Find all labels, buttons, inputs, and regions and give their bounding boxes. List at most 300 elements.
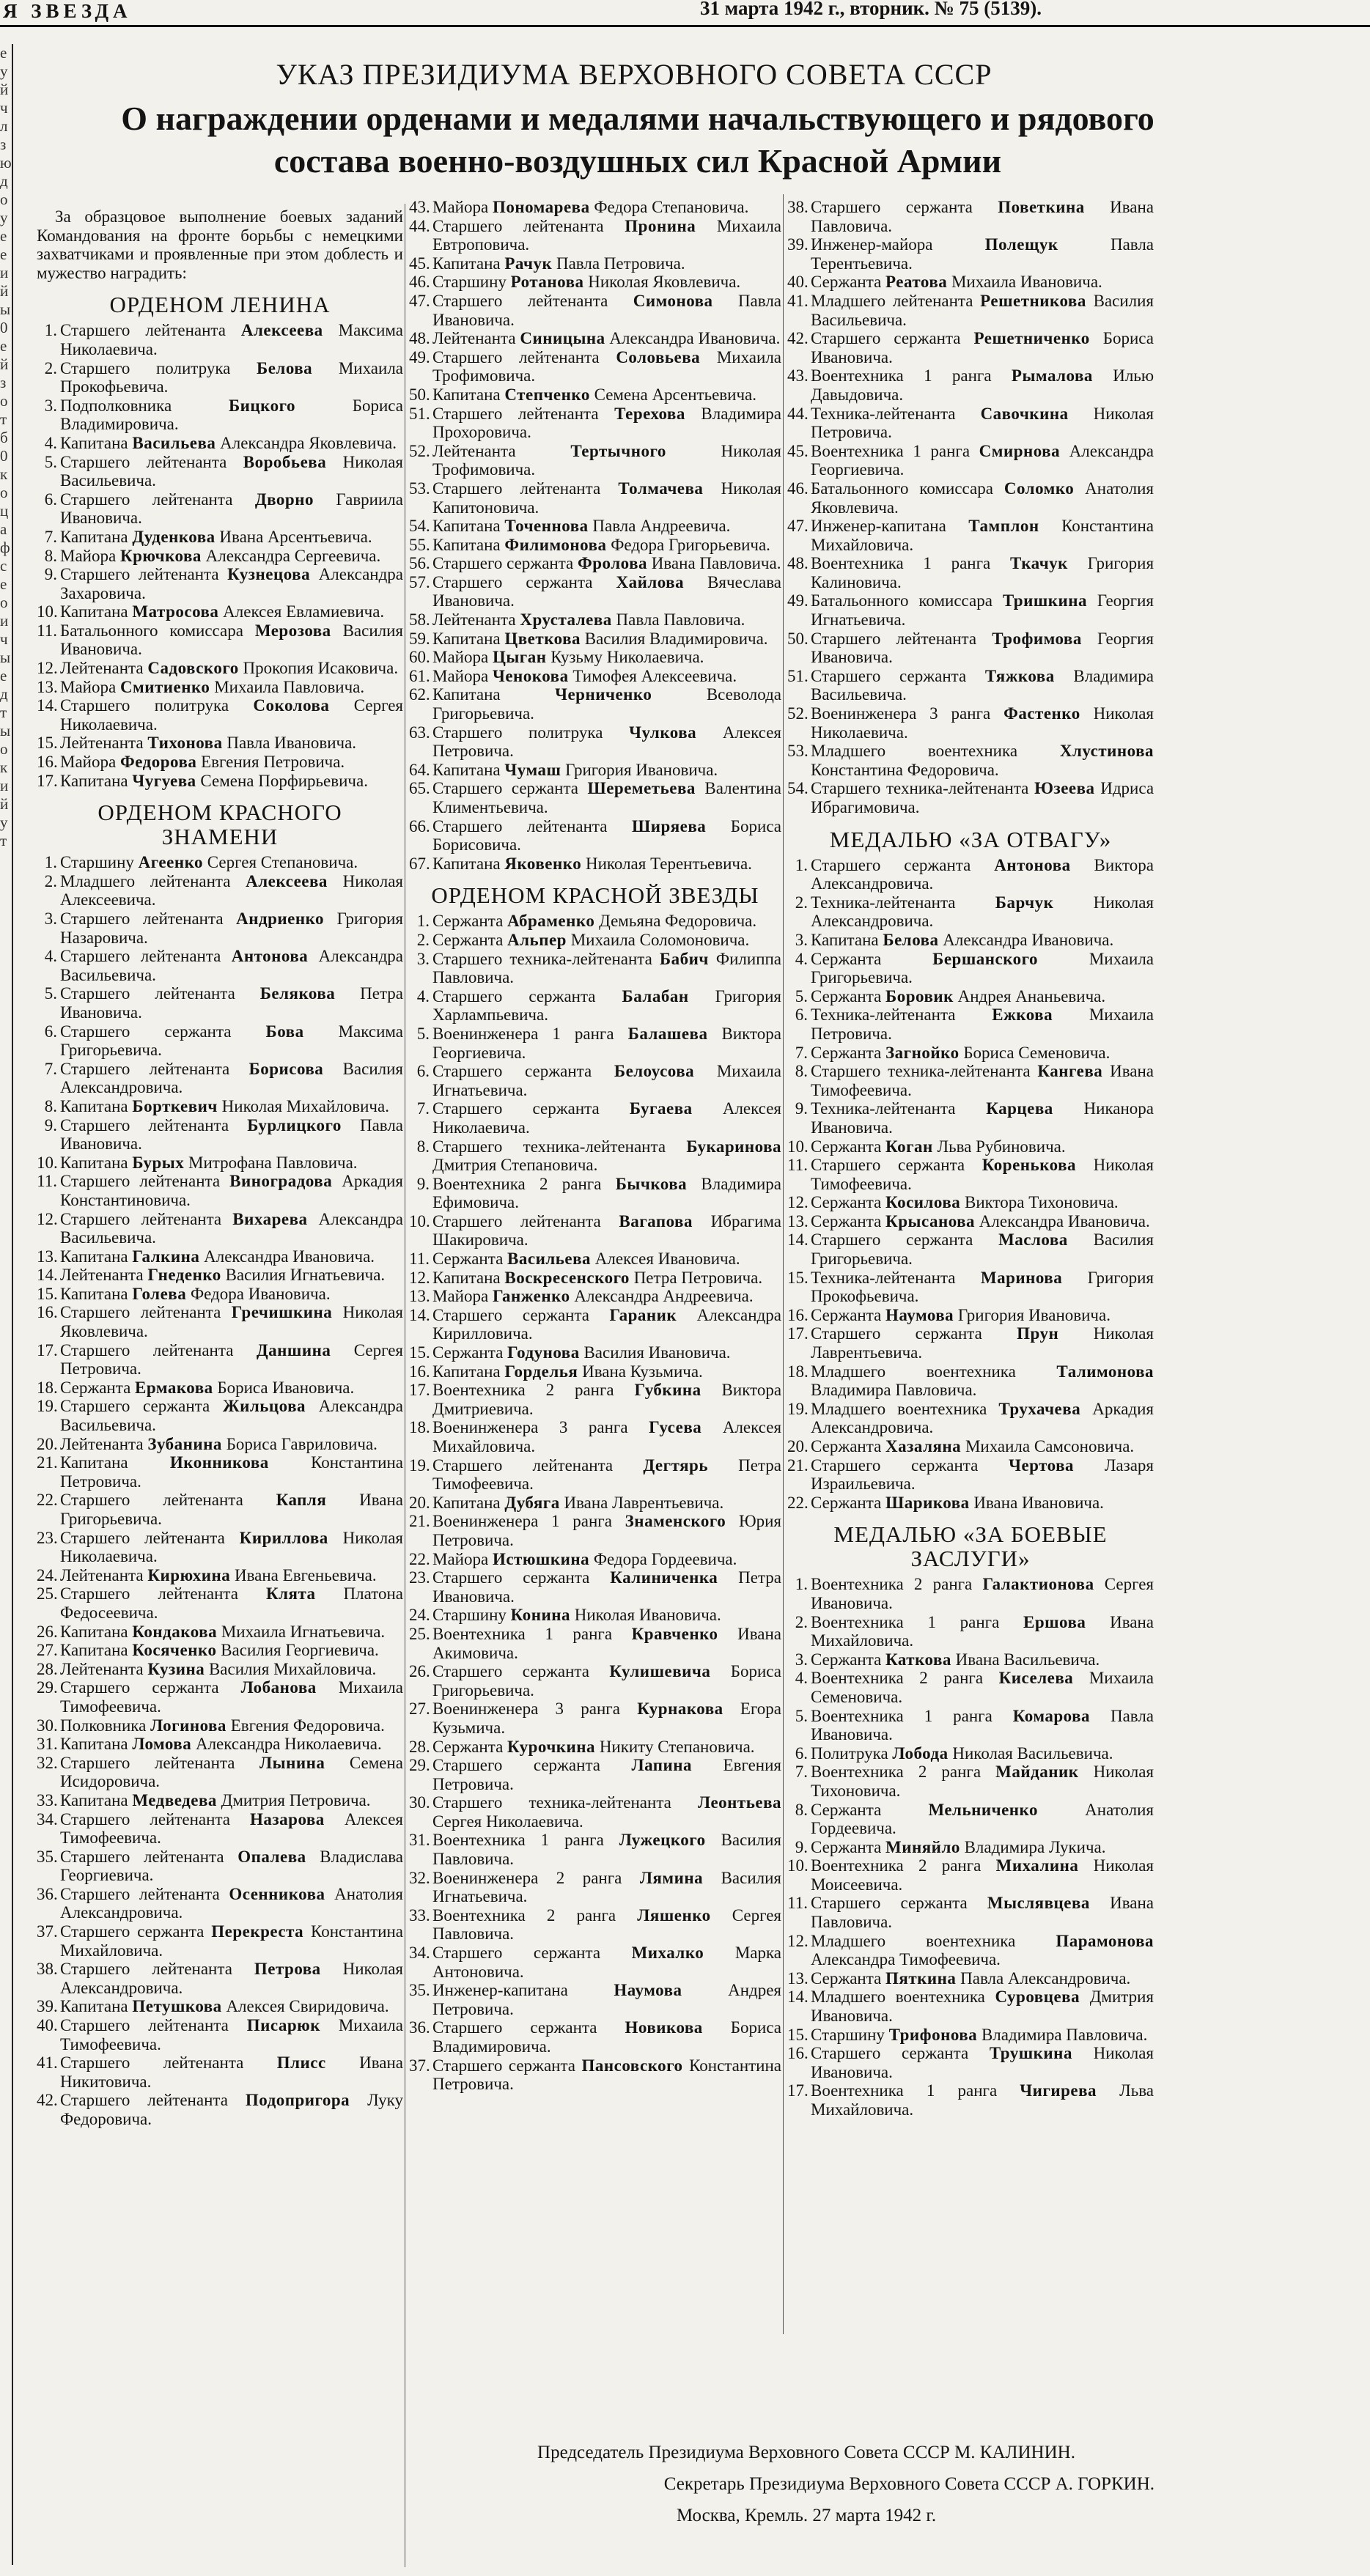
entry-surname: Прун [1017, 1324, 1059, 1343]
entry-surname: Комарова [1012, 1706, 1090, 1725]
entry-number: 12. [37, 659, 58, 678]
entry-number: 13. [409, 1287, 430, 1306]
entry-surname: Цыган [492, 648, 547, 667]
entry-surname: Маслова [998, 1230, 1068, 1250]
entry-rank: Техника-лейтенанта [811, 1099, 956, 1118]
entry-given-names: Ивана Павловича. [811, 198, 1154, 235]
entry-number: 8. [416, 1137, 430, 1156]
entry-surname: Фролова [578, 554, 648, 573]
entry-rank: Капитана [432, 760, 501, 779]
entry-given-names: Ивана Григорьевича. [60, 1491, 403, 1528]
award-entry [409, 630, 781, 649]
entry-given-names: Ивана Васильевича. [955, 1650, 1100, 1669]
entry-surname: Поветкина [998, 198, 1085, 216]
entry-rank: Старшего лейтенанта [60, 1491, 243, 1510]
award-entry [787, 292, 1154, 329]
entry-given-names: Николая Терентьевича. [585, 854, 752, 873]
entry-number: 6. [795, 1005, 808, 1025]
entry-given-names: Петра Ивановича. [60, 984, 404, 1022]
entry-number: 50. [409, 385, 430, 404]
entry-number: 52. [409, 441, 430, 460]
award-entry [409, 348, 781, 385]
entry-rank: Старшего лейтенанта [60, 1340, 234, 1359]
entry-rank: Сержанта [432, 930, 504, 949]
entry-given-names: Александра Сергеевича. [205, 546, 381, 565]
entry-surname: Антонова [994, 855, 1071, 874]
entry-number: 28. [37, 1659, 58, 1678]
entry-given-names: Сергея Павловича. [432, 1905, 782, 1944]
entry-number: 15. [37, 1284, 58, 1303]
entry-rank: Майора [432, 1549, 489, 1568]
award-entry [409, 1343, 781, 1362]
award-entry [37, 1154, 403, 1173]
entry-number: 20. [787, 1437, 809, 1455]
section-heading: ОРДЕНОМ КРАСНОГО ЗНАМЕНИ [97, 800, 342, 850]
entry-rank: Старшего сержанта [811, 1455, 979, 1475]
award-entry [787, 630, 1154, 667]
entry-surname: Савочкина [980, 404, 1069, 423]
entry-number: 9. [416, 1174, 430, 1193]
award-entry [787, 479, 1154, 517]
award-entry [37, 1266, 403, 1285]
entry-number: 39. [787, 235, 809, 254]
entry-rank: Политрука [811, 1743, 888, 1763]
award-entry [787, 1650, 1154, 1669]
entry-given-names: Михаила Соломоновича. [570, 930, 750, 949]
award-list [409, 198, 781, 873]
entry-surname: Наумова [885, 1305, 954, 1324]
entry-given-names: Василия Георгиевича. [221, 1641, 379, 1660]
entry-rank: Сержанта [811, 1800, 882, 1819]
entry-surname: Крысанова [885, 1211, 976, 1230]
entry-number: 16. [787, 2044, 809, 2063]
entry-given-names: Павла Терентьевича. [811, 235, 1154, 273]
entry-surname: Осенникова [229, 1884, 325, 1903]
entry-surname: Талимонова [1056, 1362, 1154, 1381]
entry-number: 2. [44, 871, 57, 890]
entry-number: 45. [409, 254, 430, 273]
entry-given-names: Петра Тимофеевича. [432, 1455, 782, 1494]
entry-given-names: Александра Ивановича. [943, 930, 1114, 949]
entry-number: 24. [37, 1565, 58, 1584]
entry-rank: Старшину [811, 2025, 885, 2044]
entry-rank: Сержанта [811, 1193, 882, 1212]
entry-given-names: Михаила Игнатьевича. [221, 1622, 386, 1641]
entry-rank: Старшего сержанта [432, 1756, 600, 1775]
entry-given-names: Михаила Евтроповича. [432, 216, 782, 254]
entry-surname: Петушкова [132, 1997, 222, 2016]
entry-surname: Бурлицкого [247, 1115, 342, 1134]
entry-number: 54. [787, 779, 809, 798]
award-entry [787, 2081, 1154, 2119]
entry-number: 42. [787, 329, 809, 348]
award-entry [37, 659, 403, 678]
award-entry [37, 1678, 403, 1716]
entry-rank: Сержанта [811, 949, 882, 968]
entry-rank: Военинженера 1 ранга [432, 1512, 612, 1531]
entry-surname: Юзеева [1034, 779, 1095, 798]
entry-number: 14. [409, 1305, 430, 1324]
award-entry [409, 1418, 781, 1455]
entry-given-names: Алексея Ивановича. [594, 1250, 740, 1269]
entry-number: 20. [409, 1493, 430, 1512]
entry-given-names: Владимира Лукича. [964, 1837, 1106, 1856]
award-list [409, 912, 781, 2093]
entry-given-names: Павла Андреевича. [592, 517, 731, 536]
entry-number: 44. [409, 216, 430, 235]
entry-given-names: Филиппа Павловича. [432, 949, 782, 987]
entry-rank: Капитана [60, 1096, 128, 1115]
entry-given-names: Ивана Михайловича. [811, 1612, 1154, 1650]
entry-rank: Сержанта [811, 1437, 882, 1455]
entry-rank: Сержанта [811, 1305, 882, 1324]
entry-number: 56. [409, 554, 430, 573]
entry-rank: Лейтенанта [60, 1565, 144, 1584]
entry-rank: Капитана [811, 930, 879, 949]
entry-given-names: Сергея Николаевича. [60, 696, 404, 734]
entry-rank: Старшего лейтенанта [60, 2016, 229, 2035]
entry-rank: Сержанта [432, 1250, 504, 1269]
entry-rank: Младшего лейтенанта [811, 291, 973, 310]
entry-rank: Старшего лейтенанта [432, 216, 604, 235]
entry-given-names: Григория Назаровича. [60, 909, 404, 947]
entry-number: 36. [409, 2018, 430, 2037]
award-entry [37, 1566, 403, 1585]
entry-number: 47. [787, 517, 809, 536]
entry-rank: Воентехника 2 ранга [432, 1174, 602, 1193]
entry-given-names: Гавриила Ивановича. [60, 490, 403, 528]
award-entry [37, 1491, 403, 1528]
entry-rank: Лейтенанта [60, 1434, 144, 1453]
entry-surname: Косилова [885, 1193, 961, 1212]
entry-given-names: Сергея Николаевича. [432, 1812, 583, 1831]
entry-surname: Суровцева [995, 1988, 1080, 2007]
entry-surname: Кузнецова [227, 565, 311, 584]
award-entry [37, 909, 403, 947]
entry-surname: Даншина [256, 1340, 331, 1359]
entry-number: 8. [44, 1096, 57, 1115]
entry-number: 8. [795, 1062, 808, 1081]
entry-rank: Сержанта [811, 1650, 882, 1669]
entry-given-names: Николая Яковлевича. [588, 273, 741, 292]
award-entry [787, 1269, 1154, 1306]
entry-rank: Старшего лейтенанта [60, 2053, 244, 2073]
entry-rank: Старшего сержанта [811, 1894, 968, 1913]
entry-given-names: Николая Васильевича. [60, 452, 404, 490]
entry-number: 13. [37, 677, 58, 696]
award-entry [409, 1099, 781, 1137]
award-entry [787, 1613, 1154, 1650]
entry-given-names: Евгения Петровича. [432, 1756, 781, 1793]
award-entry [787, 1932, 1154, 1969]
entry-number: 19. [37, 1397, 58, 1416]
entry-number: 4. [795, 949, 808, 968]
entry-surname: Конина [510, 1606, 570, 1625]
entry-surname: Тертычного [570, 441, 666, 460]
entry-number: 41. [37, 2053, 58, 2073]
entry-number: 46. [409, 273, 430, 292]
entry-number: 6. [44, 490, 57, 509]
entry-number: 15. [409, 1343, 430, 1362]
secretary-signature: Секретарь Президиума Верховного Совета СССР А. ГОРКИН. [663, 2474, 1154, 2494]
award-entry [409, 1512, 781, 1549]
award-entry [787, 950, 1154, 987]
entry-rank: Воентехника 1 ранга [811, 366, 992, 385]
entry-surname: Яковенко [504, 854, 582, 873]
entry-given-names: Ивана Никитовича. [60, 2053, 404, 2091]
entry-rank: Капитана [60, 1247, 128, 1266]
entry-number: 11. [37, 1172, 57, 1191]
award-entry [787, 1856, 1154, 1894]
award-entry [409, 536, 781, 555]
entry-given-names: Льва Михайловича. [811, 2081, 1154, 2119]
entry-number: 15. [37, 734, 58, 753]
award-entry [409, 1906, 781, 1944]
award-entry [409, 723, 781, 761]
entry-given-names: Александра Ивановича. [609, 329, 781, 348]
entry-surname: Терехова [614, 404, 685, 423]
award-entry [37, 1641, 403, 1660]
entry-rank: Старшего лейтенанта [60, 1847, 224, 1866]
award-entry [787, 1099, 1154, 1137]
entry-surname: Ганженко [492, 1287, 570, 1306]
entry-rank: Техника-лейтенанта [811, 1005, 956, 1025]
decree-title: УКАЗ ПРЕЗИДИУМА ВЕРХОВНОГО СОВЕТА СССР [276, 58, 992, 91]
entry-surname: Трифонова [888, 2025, 978, 2044]
entry-number: 10. [409, 1211, 430, 1230]
award-entry [409, 329, 781, 348]
entry-rank: Старшего техника-лейтенанта [811, 1062, 1031, 1081]
entry-number: 16. [409, 1362, 430, 1381]
entry-surname: Степченко [504, 385, 590, 404]
award-entry [409, 610, 781, 630]
entry-given-names: Николая Васильевича. [952, 1743, 1113, 1763]
entry-surname: Антонова [231, 947, 309, 966]
column-2-body [409, 198, 781, 2094]
award-entry [409, 2018, 781, 2056]
entry-rank: Старшего лейтенанта [60, 1115, 229, 1134]
entry-number: 9. [44, 565, 57, 584]
award-entry [409, 1306, 781, 1343]
entry-number: 63. [409, 723, 430, 742]
entry-number: 31. [409, 1831, 430, 1850]
adjacent-column-fragment: е у й ч л з ю д о у е е и й ы 0 е й з о т б 0 к о ц а ф с е о и ч ы е д т ы о к и й у т [0, 44, 12, 849]
entry-rank: Старшего сержанта [60, 1922, 205, 1941]
entry-number: 25. [409, 1624, 430, 1643]
entry-number: 14. [787, 1988, 809, 2007]
entry-surname: Голева [132, 1284, 187, 1303]
entry-rank: Капитана [432, 517, 501, 536]
entry-given-names: Бориса Григорьевича. [432, 1662, 781, 1700]
entry-given-names: Григория Ивановича. [957, 1305, 1111, 1324]
entry-number: 40. [37, 2016, 58, 2035]
entry-given-names: Льва Рубиновича. [937, 1137, 1066, 1156]
entry-rank: Майора [60, 677, 117, 696]
entry-rank: Капитана [60, 1735, 128, 1754]
award-entry [409, 1738, 781, 1757]
entry-surname: Симонова [633, 291, 713, 310]
entry-number: 36. [37, 1884, 58, 1903]
entry-given-names: Максима Григорьевича. [60, 1022, 403, 1060]
entry-surname: Тихонова [147, 734, 223, 753]
entry-rank: Старшего лейтенанта [432, 1455, 614, 1475]
entry-rank: Старшего сержанта [432, 1944, 601, 1963]
entry-given-names: Ивана Арсентьевича. [219, 527, 372, 546]
entry-given-names: Александра Тимофеевича. [811, 1950, 1001, 1969]
text-column-3 [787, 198, 1154, 2119]
award-entry [37, 1810, 403, 1848]
entry-given-names: Алексея Евламиевича. [223, 602, 385, 621]
award-entry [409, 1662, 781, 1700]
award-entry [787, 1156, 1154, 1193]
award-entry [37, 453, 403, 490]
entry-given-names: Сергея Петровича. [60, 1340, 403, 1379]
entry-given-names: Евгения Петровича. [201, 753, 345, 772]
entry-given-names: Прокопия Исаковича. [243, 659, 399, 678]
column-1-body [37, 292, 403, 2128]
entry-surname: Перекреста [211, 1922, 304, 1941]
entry-number: 17. [37, 771, 58, 790]
column-rule-left [12, 44, 13, 2565]
entry-surname: Лапина [631, 1756, 693, 1775]
entry-rank: Старшего лейтенанта [60, 947, 221, 966]
entry-number: 43. [409, 198, 430, 216]
entry-rank: Старшего лейтенанта [60, 984, 235, 1003]
award-entry [37, 2016, 403, 2053]
entry-number: 5. [795, 1706, 808, 1725]
entry-given-names: Аркадия Константиновича. [60, 1172, 404, 1209]
entry-rank: Воентехника 1 ранга [811, 441, 971, 460]
entry-given-names: Григория Ивановича. [565, 760, 718, 779]
entry-rank: Старшего лейтенанта [432, 1211, 601, 1230]
award-entry [787, 1005, 1154, 1043]
entry-rank: Старшину [60, 853, 134, 872]
entry-rank: Майора [432, 1287, 489, 1306]
award-entry [409, 385, 781, 405]
award-entry [37, 947, 403, 984]
entry-number: 23. [37, 1528, 58, 1547]
entry-surname: Медведева [132, 1790, 217, 1809]
entry-surname: Плисс [276, 2053, 326, 2073]
entry-number: 13. [787, 1211, 809, 1230]
entry-surname: Чумаш [504, 760, 561, 779]
entry-surname: Цветкова [504, 629, 581, 648]
entry-rank: Старшего лейтенанта [60, 1303, 221, 1322]
entry-given-names: Василия Ивановича. [60, 621, 403, 659]
entry-given-names: Вячеслава Ивановича. [432, 572, 782, 610]
entry-given-names: Александра Андреевича. [574, 1287, 754, 1306]
award-entry [409, 1550, 781, 1569]
entry-number: 8. [795, 1800, 808, 1819]
entry-rank: Майора [60, 546, 117, 565]
entry-number: 12. [787, 1193, 809, 1212]
entry-given-names: Григория Харлампьевича. [432, 986, 781, 1025]
entry-surname: Истюшкина [492, 1549, 590, 1568]
entry-given-names: Михаила Трофимовича. [432, 347, 782, 385]
entry-number: 67. [409, 854, 430, 873]
entry-surname: Соловьева [616, 347, 701, 366]
award-entry [37, 1848, 403, 1885]
entry-surname: Трушкина [989, 2044, 1072, 2063]
entry-number: 23. [409, 1568, 430, 1587]
entry-rank: Старшего сержанта [60, 1022, 232, 1041]
entry-given-names: Валентина Климентьевича. [432, 779, 782, 816]
entry-number: 49. [409, 347, 430, 366]
entry-surname: Майданик [995, 1763, 1079, 1782]
entry-number: 33. [37, 1790, 58, 1809]
entry-number: 17. [37, 1340, 58, 1359]
entry-surname: Тамплон [968, 517, 1039, 536]
award-entry [409, 685, 781, 723]
entry-given-names: Александра Николаевича. [195, 1735, 382, 1754]
entry-rank: Капитана [432, 1362, 501, 1381]
entry-rank: Старшего сержанта [60, 1678, 219, 1697]
entry-rank: Старшего лейтенанта [60, 1809, 230, 1828]
entry-given-names: Ибрагима Шакировича. [432, 1211, 782, 1250]
entry-number: 11. [37, 621, 57, 640]
signatures-block [458, 2437, 1154, 2531]
entry-surname: Ченокова [492, 666, 569, 685]
entry-surname: Наумова [614, 1981, 682, 2000]
entry-rank: Лейтенанта [60, 1659, 144, 1678]
award-entry [409, 817, 781, 855]
entry-surname: Чигирева [1020, 2081, 1097, 2100]
entry-surname: Тришкина [1002, 591, 1088, 610]
entry-rank: Капитана [60, 1153, 128, 1172]
award-entry [37, 1960, 403, 1997]
entry-given-names: Павла Ивановича. [60, 1115, 404, 1154]
entry-rank: Капитана [432, 854, 501, 873]
entry-given-names: Федора Григорьевича. [611, 535, 770, 554]
entry-surname: Пономарева [492, 198, 590, 216]
entry-surname: Лобанова [240, 1678, 317, 1697]
entry-surname: Зубанина [147, 1434, 222, 1453]
entry-surname: Дубяга [504, 1493, 560, 1512]
entry-given-names: Алексея Николаевича. [432, 1099, 782, 1137]
entry-given-names: Никанора Ивановича. [811, 1099, 1154, 1137]
entry-number: 32. [409, 1868, 430, 1887]
entry-number: 4. [795, 1669, 808, 1688]
entry-surname: Мельниченко [928, 1800, 1039, 1819]
award-entry [787, 987, 1154, 1006]
entry-surname: Хазаляна [885, 1437, 962, 1455]
award-entry [37, 984, 403, 1022]
entry-surname: Полещук [984, 235, 1058, 254]
entry-number: 16. [37, 753, 58, 772]
entry-rank: Воентехника 1 ранга [811, 1706, 992, 1725]
entry-number: 46. [787, 479, 809, 498]
award-entry [37, 1247, 403, 1266]
entry-surname: Абраменко [507, 912, 595, 931]
entry-number: 61. [409, 666, 430, 685]
entry-given-names: Михаила Прокофьевича. [60, 358, 404, 396]
award-entry [409, 573, 781, 610]
entry-number: 45. [787, 441, 809, 460]
entry-rank: Майора [432, 198, 489, 216]
award-entry [409, 254, 781, 273]
award-entry [37, 396, 403, 434]
award-entry [37, 2091, 403, 2128]
entry-given-names: Виктора Дмитриевича. [432, 1381, 782, 1418]
entry-surname: Букаринова [686, 1137, 781, 1156]
award-entry [787, 329, 1154, 366]
entry-surname: Подопригора [245, 2091, 350, 2110]
entry-number: 16. [37, 1303, 58, 1322]
award-entry [787, 1400, 1154, 1437]
award-entry [37, 753, 403, 772]
entry-rank: Старшего лейтенанта [432, 291, 608, 310]
award-entry [37, 1022, 403, 1060]
